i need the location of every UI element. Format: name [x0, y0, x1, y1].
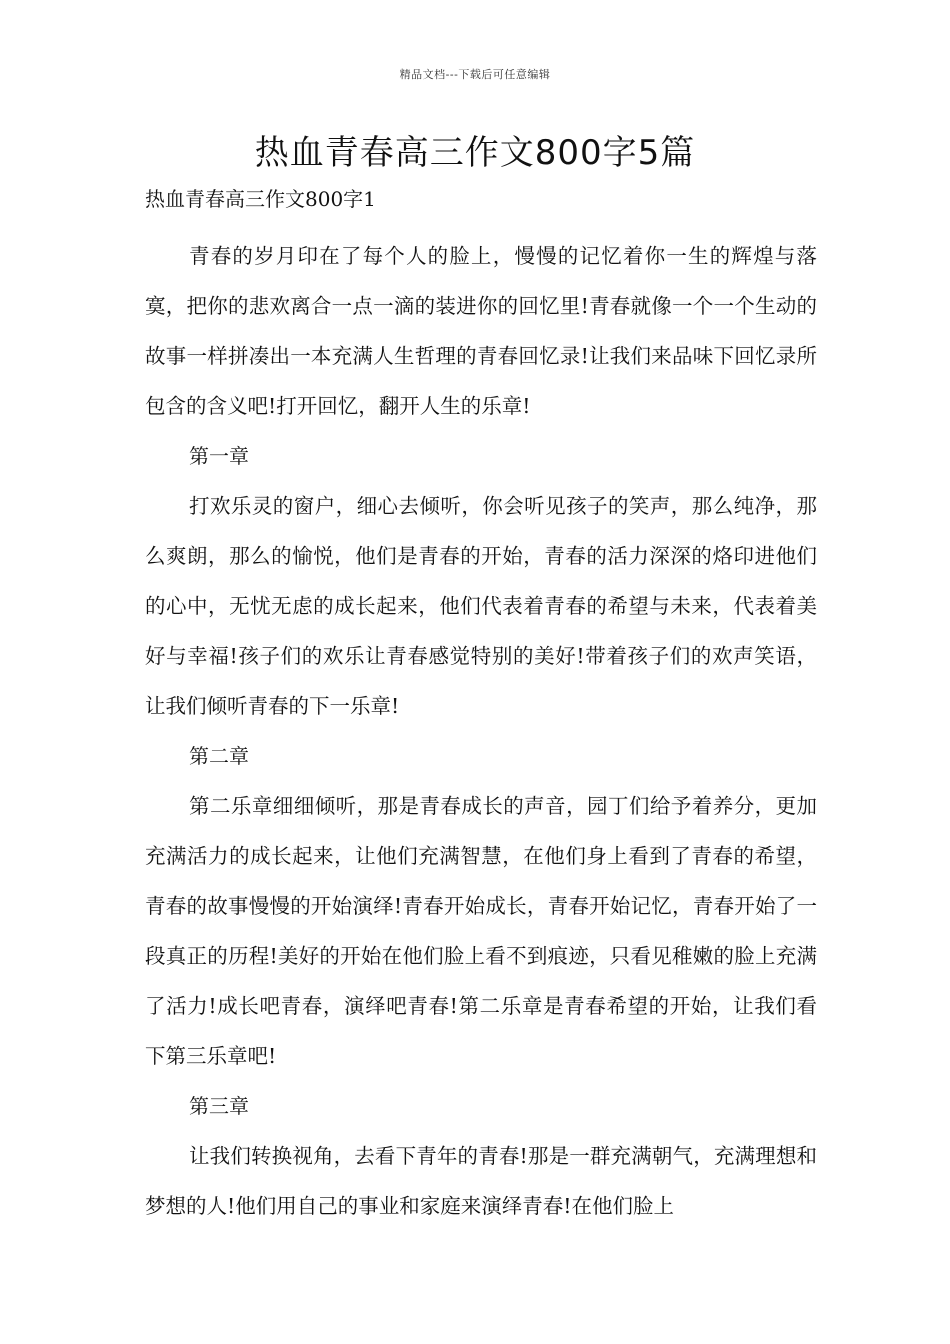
header-note: 精品文档---下载后可任意编辑: [399, 68, 551, 81]
paragraph-chapter-1: 打欢乐灵的窗户，细心去倾听，你会听见孩子的笑声，那么纯净，那么爽朗，那么的愉悦，他们是青春的开始，青春的活力深深的烙印进他们的心中，无忧无虑的成长起来，他们代表着青春的希望与未来，代表着美好与幸福!孩子们的欢乐让青春感觉特别的美好!带着孩子们的欢声笑语，让我们倾听青春的下一乐章!: [145, 494, 817, 718]
document-title: 热血青春高三作文800字5篇: [254, 133, 696, 173]
paragraph-chapter-3: 让我们转换视角，去看下青年的青春!那是一群充满朝气，充满理想和梦想的人!他们用自己的事业和家庭来演绎青春!在他们脸上: [145, 1144, 817, 1218]
chapter-heading-1: 第一章: [189, 444, 249, 468]
essay-subtitle: 热血青春高三作文800字1: [145, 187, 376, 211]
document-body: [145, 184, 817, 1231]
chapter-heading-3: 第三章: [189, 1094, 249, 1118]
chapter-heading-2: 第二章: [189, 744, 249, 768]
paragraph-chapter-2: 第二乐章细细倾听，那是青春成长的声音，园丁们给予着养分，更加充满活力的成长起来，让他们充满智慧，在他们身上看到了青春的希望，青春的故事慢慢的开始演绎!青春开始成长，青春开始记忆，青春开始了一段真正的历程!美好的开始在他们脸上看不到痕迹，只看见稚嫩的脸上充满了活力!成长吧青春，演绎吧青春!第二乐章是青春希望的开始，让我们看下第三乐章吧!: [145, 794, 817, 1068]
paragraph-intro: 青春的岁月印在了每个人的脸上，慢慢的记忆着你一生的辉煌与落寞，把你的悲欢离合一点一滴的装进你的回忆里!青春就像一个一个生动的故事一样拼凑出一本充满人生哲理的青春回忆录!让我们来品味下回忆录所包含的含义吧!打开回忆，翻开人生的乐章!: [145, 244, 817, 418]
